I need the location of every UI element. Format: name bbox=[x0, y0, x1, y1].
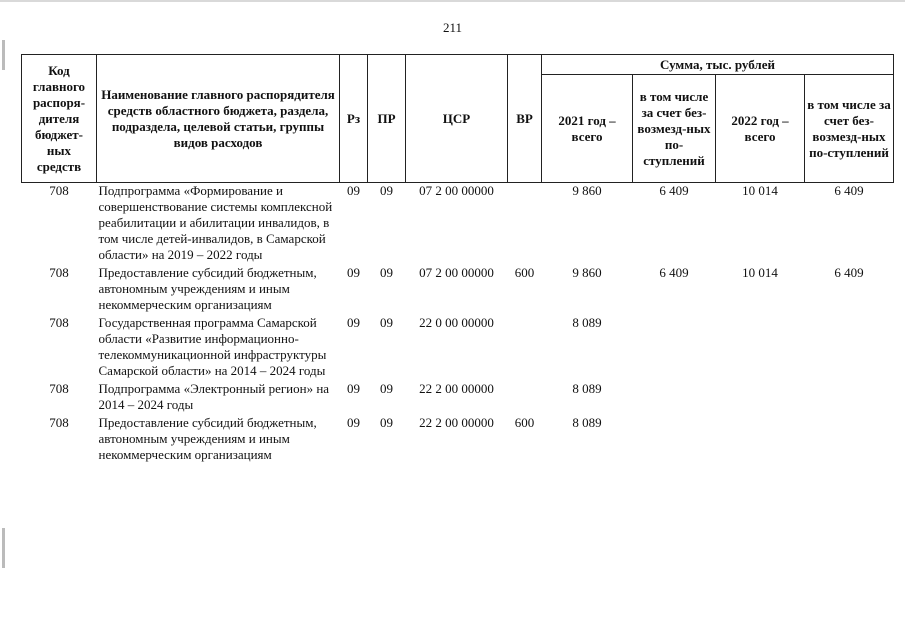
cell-vr: 600 bbox=[514, 415, 535, 430]
cell-name: Подпрограмма «Формирование и совершенствование системы комплексной реабилитации и абилитации инвалидов, в том числе детей-инвалидов, в Самарской области» на 2019 – 2022 годы bbox=[98, 183, 333, 262]
cell-2021-free bbox=[633, 315, 716, 381]
cell-csr: 22 2 00 00000 bbox=[419, 381, 494, 396]
table-row bbox=[22, 315, 894, 381]
cell-pr: 09 bbox=[380, 183, 393, 198]
cell-2021-total: 8 089 bbox=[572, 381, 602, 396]
cell-code: 708 bbox=[49, 265, 69, 280]
cell-2022-total bbox=[716, 381, 805, 415]
cell-2021-free bbox=[633, 415, 716, 465]
cell-2021-total: 9 860 bbox=[572, 265, 602, 280]
table-body bbox=[22, 183, 894, 466]
cell-pr: 09 bbox=[380, 315, 393, 330]
cell-pr: 09 bbox=[380, 415, 393, 430]
cell-2022-total: 10 014 bbox=[742, 265, 778, 280]
header-name: Наименование главного распорядителя средств областного бюджета, раздела, подраздела, целевой статьи, группы видов расходов bbox=[97, 55, 340, 183]
cell-2021-total: 8 089 bbox=[572, 315, 602, 330]
header-2022-total: 2022 год – всего bbox=[716, 75, 805, 183]
cell-2022-free: 6 409 bbox=[834, 265, 864, 280]
table-row bbox=[22, 183, 894, 266]
header-sum-group: Сумма, тыс. рублей bbox=[542, 55, 894, 75]
scan-margin-mark bbox=[2, 40, 5, 70]
cell-2021-free: 6 409 bbox=[659, 183, 689, 198]
cell-vr bbox=[508, 381, 542, 415]
header-2021-total: 2021 год – всего bbox=[542, 75, 633, 183]
cell-pr: 09 bbox=[380, 381, 393, 396]
cell-rz: 09 bbox=[347, 183, 360, 198]
table-header bbox=[22, 55, 894, 183]
header-vr: ВР bbox=[508, 55, 542, 183]
cell-vr: 600 bbox=[514, 265, 535, 280]
cell-name: Государственная программа Самарской области «Развитие информационно-телекоммуникационной инфраструктуры Самарской области» на 2014 – 2024 годы bbox=[98, 315, 327, 378]
cell-2022-free bbox=[805, 315, 894, 381]
table-row bbox=[22, 381, 894, 415]
cell-csr: 22 0 00 00000 bbox=[419, 315, 494, 330]
cell-name: Предоставление субсидий бюджетным, автономным учреждениям и иным некоммерческим организациям bbox=[98, 265, 317, 312]
cell-code: 708 bbox=[49, 183, 69, 198]
cell-2021-free: 6 409 bbox=[659, 265, 689, 280]
cell-csr: 07 2 00 00000 bbox=[419, 265, 494, 280]
cell-2022-total bbox=[716, 415, 805, 465]
budget-table bbox=[21, 54, 894, 465]
scan-margin-mark bbox=[2, 528, 5, 568]
cell-vr bbox=[508, 315, 542, 381]
header-code: Код главного распоря-дителя бюджет-ных средств bbox=[22, 55, 97, 183]
header-pr: ПР bbox=[368, 55, 406, 183]
cell-name: Предоставление субсидий бюджетным, автономным учреждениям и иным некоммерческим организациям bbox=[98, 415, 317, 462]
cell-csr: 07 2 00 00000 bbox=[419, 183, 494, 198]
cell-code: 708 bbox=[49, 415, 69, 430]
cell-rz: 09 bbox=[347, 265, 360, 280]
cell-rz: 09 bbox=[347, 315, 360, 330]
table-row bbox=[22, 265, 894, 315]
cell-2021-total: 8 089 bbox=[572, 415, 602, 430]
top-border-line bbox=[0, 0, 905, 2]
page-number: 211 bbox=[442, 20, 463, 35]
cell-2022-free bbox=[805, 415, 894, 465]
cell-2022-free: 6 409 bbox=[834, 183, 864, 198]
header-rz: Рз bbox=[340, 55, 368, 183]
header-csr: ЦСР bbox=[406, 55, 508, 183]
cell-2022-total bbox=[716, 315, 805, 381]
cell-code: 708 bbox=[49, 381, 69, 396]
cell-csr: 22 2 00 00000 bbox=[419, 415, 494, 430]
header-2021-free: в том числе за счет без-возмезд-ных по-ступлений bbox=[633, 75, 716, 183]
header-2022-free: в том числе за счет без-возмезд-ных по-ступлений bbox=[805, 75, 894, 183]
cell-2022-total: 10 014 bbox=[742, 183, 778, 198]
cell-vr bbox=[508, 183, 542, 266]
cell-2021-total: 9 860 bbox=[572, 183, 602, 198]
cell-rz: 09 bbox=[347, 381, 360, 396]
cell-2022-free bbox=[805, 381, 894, 415]
cell-pr: 09 bbox=[380, 265, 393, 280]
cell-rz: 09 bbox=[347, 415, 360, 430]
cell-name: Подпрограмма «Электронный регион» на 2014 – 2024 годы bbox=[98, 381, 330, 412]
table-row bbox=[22, 415, 894, 465]
cell-code: 708 bbox=[49, 315, 69, 330]
cell-2021-free bbox=[633, 381, 716, 415]
